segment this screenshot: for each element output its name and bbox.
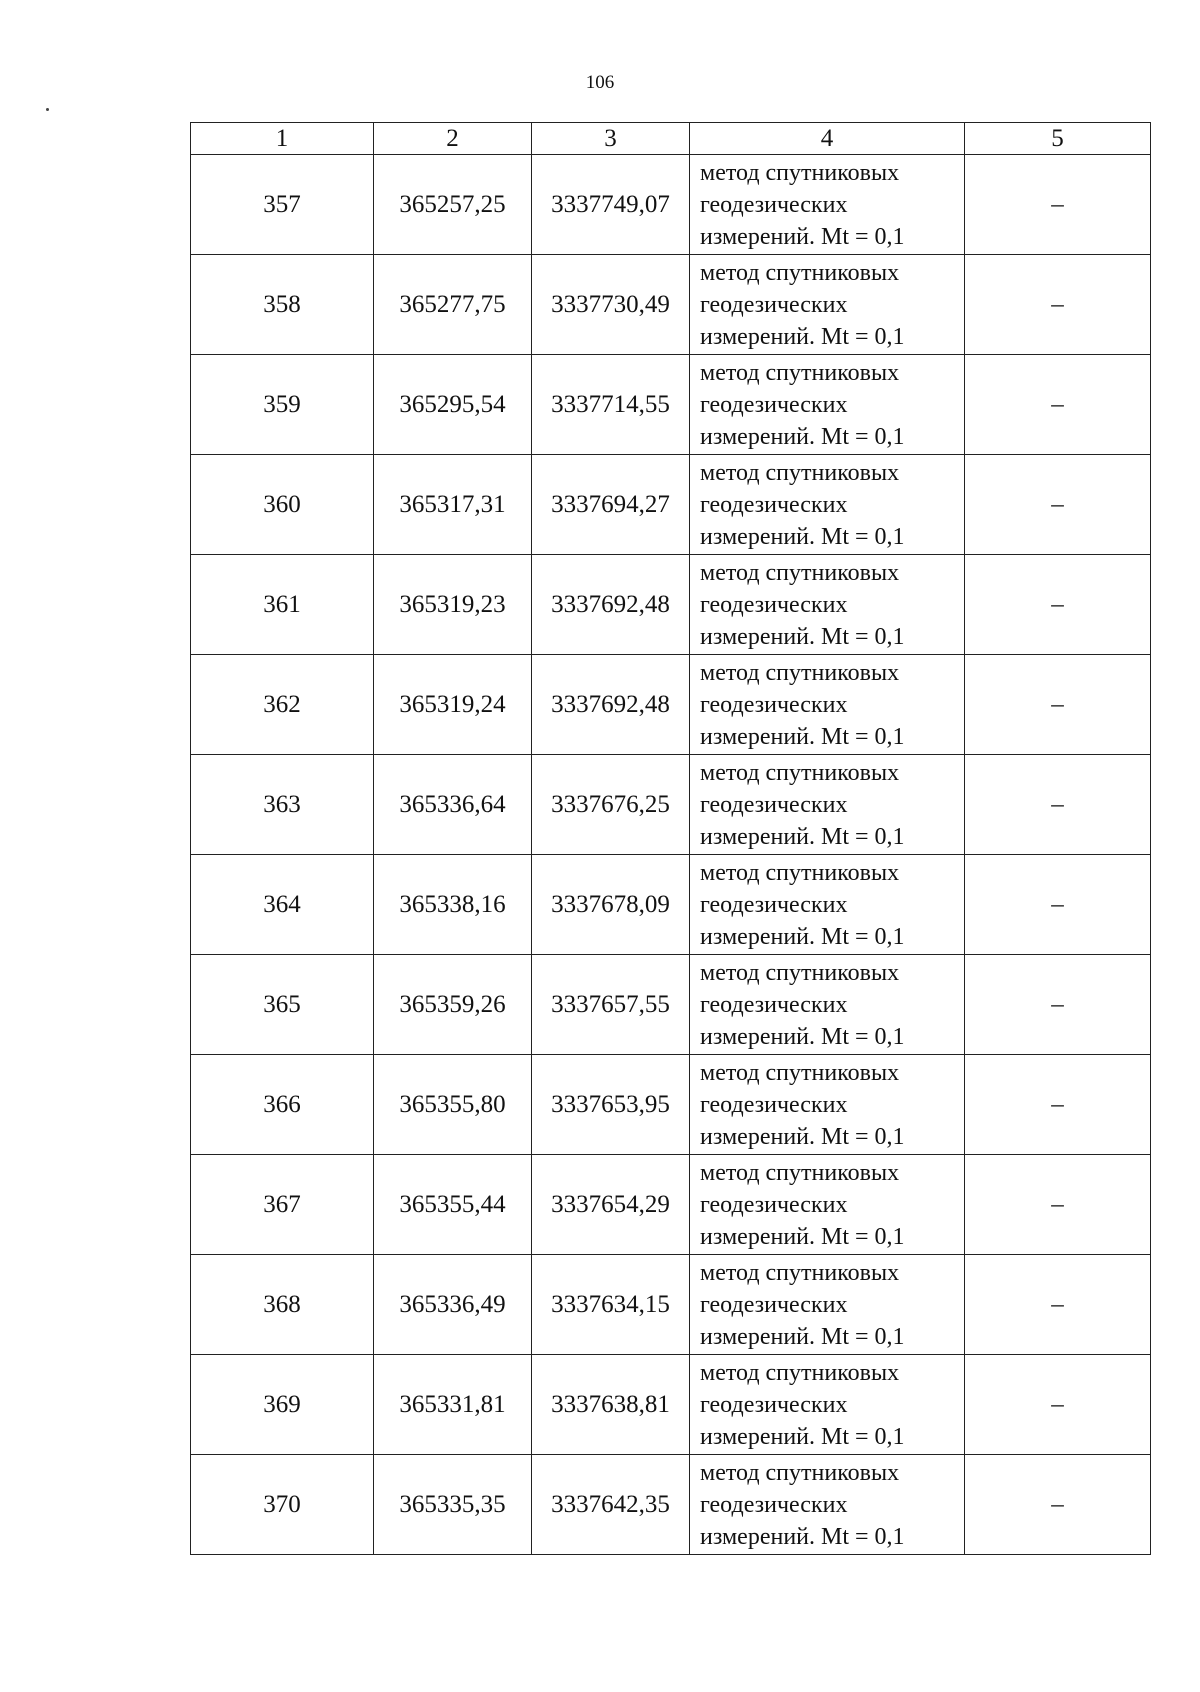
note-cell: – bbox=[965, 155, 1151, 255]
y-coordinate-cell: 3337694,27 bbox=[532, 455, 690, 555]
point-number-cell: 368 bbox=[191, 1255, 374, 1355]
note-cell: – bbox=[965, 555, 1151, 655]
note-cell: – bbox=[965, 955, 1151, 1055]
table-row bbox=[191, 1355, 1151, 1455]
point-number-cell: 361 bbox=[191, 555, 374, 655]
method-line: измерений. Mt = 0,1 bbox=[700, 1223, 905, 1250]
point-number-cell: 364 bbox=[191, 855, 374, 955]
method-line: геодезических bbox=[700, 391, 848, 418]
method-line: геодезических bbox=[700, 1191, 848, 1218]
method-line: геодезических bbox=[700, 1091, 848, 1118]
method-line: измерений. Mt = 0,1 bbox=[700, 423, 905, 450]
y-coordinate-cell: 3337692,48 bbox=[532, 555, 690, 655]
y-coordinate-cell: 3337634,15 bbox=[532, 1255, 690, 1355]
table-row bbox=[191, 155, 1151, 255]
method-line: геодезических bbox=[700, 891, 848, 918]
method-cell bbox=[690, 455, 965, 555]
method-line: измерений. Mt = 0,1 bbox=[700, 1123, 905, 1150]
method-line: измерений. Mt = 0,1 bbox=[700, 923, 905, 950]
x-coordinate-cell: 365336,49 bbox=[374, 1255, 532, 1355]
x-coordinate-cell: 365319,24 bbox=[374, 655, 532, 755]
y-coordinate-cell: 3337653,95 bbox=[532, 1055, 690, 1155]
method-line: геодезических bbox=[700, 491, 848, 518]
header-cell-3: 3 bbox=[532, 123, 690, 155]
x-coordinate-cell: 365331,81 bbox=[374, 1355, 532, 1455]
y-coordinate-cell: 3337692,48 bbox=[532, 655, 690, 755]
method-cell bbox=[690, 755, 965, 855]
x-coordinate-cell: 365355,80 bbox=[374, 1055, 532, 1155]
point-number-cell: 359 bbox=[191, 355, 374, 455]
note-cell: – bbox=[965, 1055, 1151, 1155]
x-coordinate-cell: 365336,64 bbox=[374, 755, 532, 855]
table-row bbox=[191, 455, 1151, 555]
y-coordinate-cell: 3337676,25 bbox=[532, 755, 690, 855]
y-coordinate-cell: 3337678,09 bbox=[532, 855, 690, 955]
x-coordinate-cell: 365277,75 bbox=[374, 255, 532, 355]
method-line: метод спутниковых bbox=[700, 459, 900, 486]
method-line: метод спутниковых bbox=[700, 559, 900, 586]
header-cell-5: 5 bbox=[965, 123, 1151, 155]
x-coordinate-cell: 365359,26 bbox=[374, 955, 532, 1055]
note-cell: – bbox=[965, 1255, 1151, 1355]
method-line: метод спутниковых bbox=[700, 1159, 900, 1186]
table-row bbox=[191, 855, 1151, 955]
method-cell bbox=[690, 555, 965, 655]
point-number-cell: 365 bbox=[191, 955, 374, 1055]
method-line: измерений. Mt = 0,1 bbox=[700, 1523, 905, 1550]
point-number-cell: 369 bbox=[191, 1355, 374, 1455]
method-line: измерений. Mt = 0,1 bbox=[700, 823, 905, 850]
method-line: геодезических bbox=[700, 1491, 848, 1518]
method-line: геодезических bbox=[700, 191, 848, 218]
note-cell: – bbox=[965, 655, 1151, 755]
note-cell: – bbox=[965, 855, 1151, 955]
method-cell bbox=[690, 1155, 965, 1255]
method-line: метод спутниковых bbox=[700, 1059, 900, 1086]
method-line: измерений. Mt = 0,1 bbox=[700, 523, 905, 550]
table-row bbox=[191, 755, 1151, 855]
x-coordinate-cell: 365338,16 bbox=[374, 855, 532, 955]
method-line: измерений. Mt = 0,1 bbox=[700, 723, 905, 750]
method-line: измерений. Mt = 0,1 bbox=[700, 223, 905, 250]
table-row bbox=[191, 255, 1151, 355]
method-line: геодезических bbox=[700, 991, 848, 1018]
method-line: измерений. Mt = 0,1 bbox=[700, 1323, 905, 1350]
method-line: метод спутниковых bbox=[700, 859, 900, 886]
method-line: геодезических bbox=[700, 291, 848, 318]
table-row bbox=[191, 1155, 1151, 1255]
method-line: метод спутниковых bbox=[700, 359, 900, 386]
note-cell: – bbox=[965, 1155, 1151, 1255]
y-coordinate-cell: 3337714,55 bbox=[532, 355, 690, 455]
table-row bbox=[191, 955, 1151, 1055]
note-cell: – bbox=[965, 255, 1151, 355]
point-number-cell: 362 bbox=[191, 655, 374, 755]
y-coordinate-cell: 3337654,29 bbox=[532, 1155, 690, 1255]
note-cell: – bbox=[965, 1455, 1151, 1555]
point-number-cell: 360 bbox=[191, 455, 374, 555]
point-number-cell: 370 bbox=[191, 1455, 374, 1555]
method-line: метод спутниковых bbox=[700, 1459, 900, 1486]
method-line: метод спутниковых bbox=[700, 1259, 900, 1286]
method-line: измерений. Mt = 0,1 bbox=[700, 623, 905, 650]
method-line: метод спутниковых bbox=[700, 159, 900, 186]
table-header bbox=[191, 123, 1151, 155]
method-line: измерений. Mt = 0,1 bbox=[700, 1423, 905, 1450]
header-cell-1: 1 bbox=[191, 123, 374, 155]
method-line: метод спутниковых bbox=[700, 759, 900, 786]
note-cell: – bbox=[965, 355, 1151, 455]
method-cell bbox=[690, 955, 965, 1055]
method-cell bbox=[690, 355, 965, 455]
x-coordinate-cell: 365319,23 bbox=[374, 555, 532, 655]
x-coordinate-cell: 365335,35 bbox=[374, 1455, 532, 1555]
table-row bbox=[191, 1455, 1151, 1555]
header-cell-2: 2 bbox=[374, 123, 532, 155]
point-number-cell: 367 bbox=[191, 1155, 374, 1255]
method-line: измерений. Mt = 0,1 bbox=[700, 1023, 905, 1050]
point-number-cell: 366 bbox=[191, 1055, 374, 1155]
scan-speck bbox=[46, 108, 49, 111]
page-number: 106 bbox=[585, 72, 615, 93]
method-cell bbox=[690, 155, 965, 255]
header-row bbox=[191, 123, 1151, 155]
method-cell bbox=[690, 1355, 965, 1455]
method-line: геодезических bbox=[700, 1391, 848, 1418]
method-line: метод спутниковых bbox=[700, 959, 900, 986]
table-row bbox=[191, 555, 1151, 655]
method-cell bbox=[690, 1255, 965, 1355]
method-line: метод спутниковых bbox=[700, 259, 900, 286]
method-cell bbox=[690, 1455, 965, 1555]
point-number-cell: 357 bbox=[191, 155, 374, 255]
x-coordinate-cell: 365295,54 bbox=[374, 355, 532, 455]
method-line: геодезических bbox=[700, 1291, 848, 1318]
method-line: метод спутниковых bbox=[700, 659, 900, 686]
y-coordinate-cell: 3337749,07 bbox=[532, 155, 690, 255]
method-line: геодезических bbox=[700, 791, 848, 818]
table-row bbox=[191, 655, 1151, 755]
method-cell bbox=[690, 255, 965, 355]
point-number-cell: 363 bbox=[191, 755, 374, 855]
method-line: метод спутниковых bbox=[700, 1359, 900, 1386]
table-row bbox=[191, 1055, 1151, 1155]
x-coordinate-cell: 365355,44 bbox=[374, 1155, 532, 1255]
header-cell-4: 4 bbox=[690, 123, 965, 155]
note-cell: – bbox=[965, 1355, 1151, 1455]
method-cell bbox=[690, 855, 965, 955]
method-line: геодезических bbox=[700, 591, 848, 618]
method-line: геодезических bbox=[700, 691, 848, 718]
method-line: измерений. Mt = 0,1 bbox=[700, 323, 905, 350]
table-body bbox=[191, 155, 1151, 1555]
method-cell bbox=[690, 1055, 965, 1155]
y-coordinate-cell: 3337638,81 bbox=[532, 1355, 690, 1455]
y-coordinate-cell: 3337730,49 bbox=[532, 255, 690, 355]
point-number-cell: 358 bbox=[191, 255, 374, 355]
note-cell: – bbox=[965, 755, 1151, 855]
y-coordinate-cell: 3337642,35 bbox=[532, 1455, 690, 1555]
coordinates-table bbox=[190, 122, 1151, 1555]
table-row bbox=[191, 1255, 1151, 1355]
table-row bbox=[191, 355, 1151, 455]
y-coordinate-cell: 3337657,55 bbox=[532, 955, 690, 1055]
note-cell: – bbox=[965, 455, 1151, 555]
x-coordinate-cell: 365317,31 bbox=[374, 455, 532, 555]
method-cell bbox=[690, 655, 965, 755]
x-coordinate-cell: 365257,25 bbox=[374, 155, 532, 255]
